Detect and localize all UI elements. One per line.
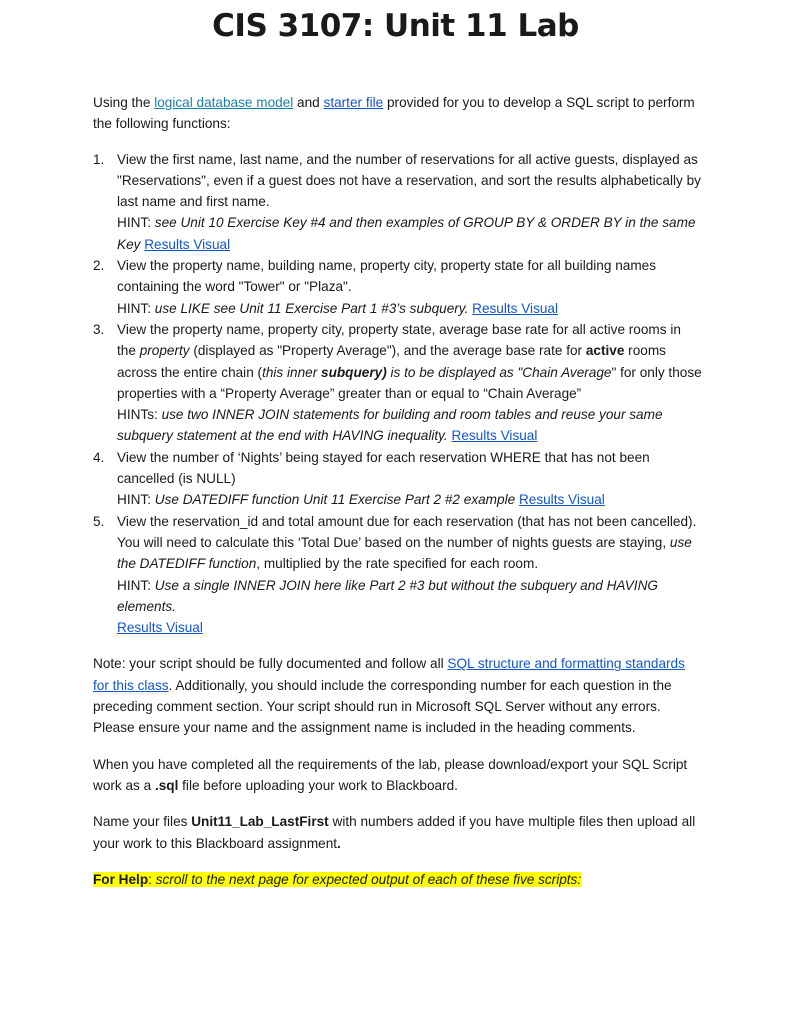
task-list xyxy=(93,149,703,639)
help-paragraph xyxy=(93,869,703,890)
task-text: View the first name, last name, and the number of reservations for all active guests, displayed as "Reservations", even if a guest does not have a reservation, and sort the results alphabetically by last name and first name. xyxy=(117,151,701,210)
task-item-1 xyxy=(93,149,703,255)
intro-text: provided for you to develop a SQL script to perform the following functions: xyxy=(93,95,695,132)
help-text: scroll to the next page for expected output of each of these five scripts: xyxy=(155,871,582,887)
hint xyxy=(117,489,703,510)
task-text: View the property name, property city, property state, average base rate for all active rooms in the property (displayed as "Property Average"), and the average base rate for active rooms across the entire chain (this inner subquery) is to be displayed as "Chain Average" for only those properties with a “Property Average” greater than or equal to “Chain Average” xyxy=(117,321,702,401)
note-text: Note: your script should be fully documented and follow all xyxy=(93,656,448,672)
logical-database-model-link[interactable]: logical database model xyxy=(154,95,294,110)
item-number: 4. xyxy=(93,449,105,465)
sql-standards-link[interactable]: SQL structure and formatting standards for this class xyxy=(93,656,685,693)
hint-label: HINT: xyxy=(117,492,155,508)
item-number: 1. xyxy=(93,151,105,167)
results-visual-link-4[interactable]: Results Visual xyxy=(518,492,605,508)
document-body xyxy=(93,92,703,890)
hint xyxy=(117,404,703,447)
intro-text: and xyxy=(293,95,324,110)
task-item-5 xyxy=(93,511,703,639)
filename-format: Unit11_Lab_LastFirst xyxy=(191,814,329,830)
starter-file-link[interactable]: starter file xyxy=(323,95,384,110)
hint xyxy=(117,575,703,618)
completion-paragraph: When you have completed all the requirements of the lab, please download/export your SQL Script work as a .sql file before uploading your work to Blackboard. xyxy=(93,756,688,793)
results-visual-link-1[interactable]: Results Visual xyxy=(144,236,231,252)
naming-paragraph: Name your files Unit11_Lab_LastFirst with numbers added if you have multiple files then upload all your work to this Blackboard assignment. xyxy=(93,814,696,851)
hint-label: HINT: xyxy=(117,215,155,231)
hint-text: use two INNER JOIN statements for building and room tables and reuse your same subquery statement at the end with HAVING inequality. xyxy=(117,407,663,444)
item-number: 3. xyxy=(93,321,105,337)
page-title: CIS 3107: Unit 11 Lab xyxy=(212,8,579,44)
results-visual-link-3[interactable]: Results Visual xyxy=(451,428,538,444)
task-item-4 xyxy=(93,447,703,511)
note-text: . Additionally, you should include the corresponding number for each question in the preceding comment section. Your script should run in Microsoft SQL Server without any errors. Please ensure your name and the assignment name is included in the heading comments. xyxy=(93,677,672,736)
hint xyxy=(117,298,703,319)
hint-text: use LIKE see Unit 11 Exercise Part 1 #3’s subquery. xyxy=(154,300,469,316)
task-item-2 xyxy=(93,255,703,319)
hint-label: HINT: xyxy=(117,577,155,593)
task-text: View the property name, building name, property city, property state for all building names containing the word "Tower" or "Plaza". xyxy=(117,258,656,295)
hint-label: HINT: xyxy=(117,300,155,316)
hint-text: Use a single INNER JOIN here like Part 2 #3 but without the subquery and HAVING elements. xyxy=(117,577,658,614)
note-paragraph xyxy=(93,653,703,738)
help-label: For Help xyxy=(93,871,149,887)
hint xyxy=(117,212,703,255)
intro-text: Using the xyxy=(93,95,155,110)
hint-text: see Unit 10 Exercise Key #4 and then examples of GROUP BY & ORDER BY in the same Key xyxy=(117,215,696,252)
results-visual-link-2[interactable]: Results Visual xyxy=(472,300,559,316)
hint-text: Use DATEDIFF function Unit 11 Exercise Part 2 #2 example xyxy=(154,492,516,508)
results-visual-link-5[interactable]: Results Visual xyxy=(117,620,203,636)
item-number: 5. xyxy=(93,513,105,529)
task-item-3 xyxy=(93,319,703,447)
item-number: 2. xyxy=(93,258,105,274)
help-highlight: For Help: scroll to the next page for expected output of each of these five scripts: xyxy=(93,871,582,887)
task-text: View the number of ‘Nights’ being stayed for each reservation WHERE that has not been cancelled (is NULL) xyxy=(117,449,650,487)
task-text: View the reservation_id and total amount due for each reservation (that has not been cancelled). You will need to calculate this ‘Total Due’ based on the number of nights guests are staying, use the DATEDIFF function, multiplied by the rate specified for each room. xyxy=(117,513,697,572)
sql-extension: .sql xyxy=(154,777,179,793)
hint-label: HINTs: xyxy=(117,407,162,423)
intro-paragraph xyxy=(93,92,703,135)
